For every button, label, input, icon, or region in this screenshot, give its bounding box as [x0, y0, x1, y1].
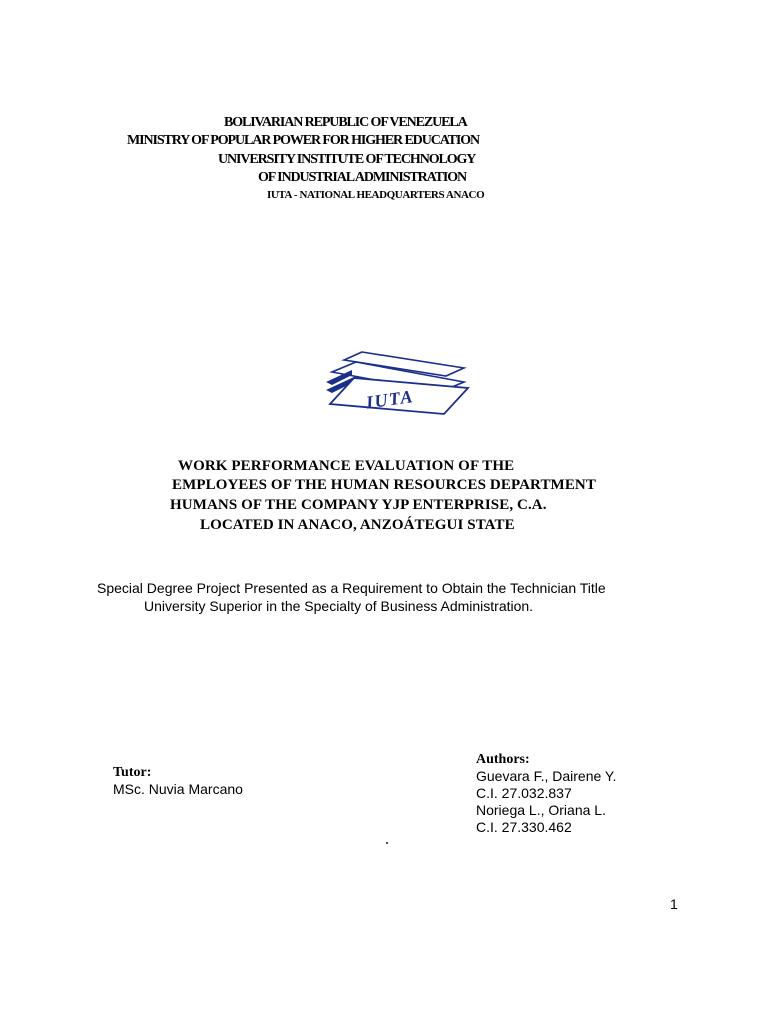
author-line: Guevara F., Dairene Y.: [476, 768, 617, 784]
stray-mark: [386, 842, 388, 844]
title-line-1: WORK PERFORMANCE EVALUATION OF THE: [178, 458, 515, 474]
authors-label: Authors:: [476, 752, 530, 767]
header-administration: OF INDUSTRIAL ADMINISTRATION: [258, 170, 467, 185]
author-line: C.I. 27.330.462: [476, 819, 572, 835]
title-line-4: LOCATED IN ANACO, ANZOÁTEGUI STATE: [200, 517, 515, 533]
title-line-3: HUMANS OF THE COMPANY YJP ENTERPRISE, C.A.: [170, 497, 547, 513]
description-line-1: Special Degree Project Presented as a Requirement to Obtain the Technician Title: [97, 580, 606, 596]
author-line: C.I. 27.032.837: [476, 785, 572, 801]
author-line: Noriega L., Oriana L.: [476, 802, 606, 818]
header-ministry: MINISTRY OF POPULAR POWER FOR HIGHER EDUCATION: [127, 133, 480, 148]
tutor-label: Tutor:: [113, 765, 152, 780]
page-number: 1: [670, 896, 678, 912]
logo-sheet-back: [344, 352, 464, 376]
description-line-2: University Superior in the Specialty of Business Administration.: [144, 598, 534, 614]
header-country: BOLIVARIAN REPUBLIC OF VENEZUELA: [224, 115, 467, 130]
header-headquarters: IUTA - NATIONAL HEADQUARTERS ANACO: [267, 189, 485, 201]
iuta-logo: [322, 348, 472, 420]
logo-text: IUTA: [364, 386, 416, 413]
tutor-name: MSc. Nuvia Marcano: [113, 781, 243, 797]
header-institute: UNIVERSITY INSTITUTE OF TECHNOLOGY: [218, 152, 476, 167]
title-line-2: EMPLOYEES OF THE HUMAN RESOURCES DEPARTMENT: [172, 477, 596, 493]
